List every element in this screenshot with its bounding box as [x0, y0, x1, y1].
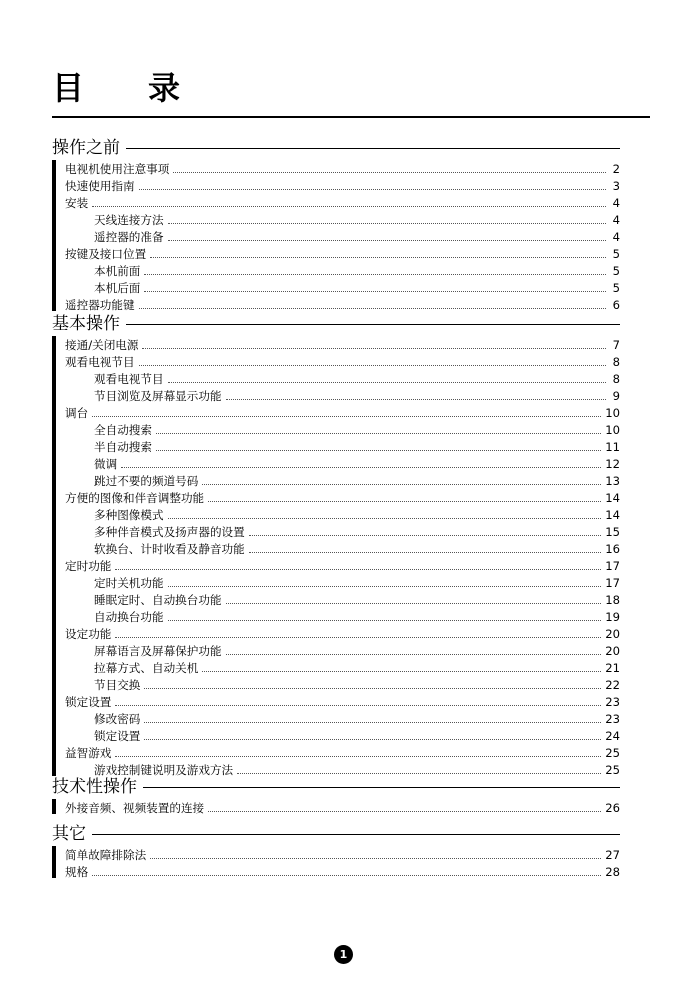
entry-label: 安装	[65, 196, 89, 210]
entry-label: 接通/关闭电源	[65, 338, 139, 352]
entry-label: 半自动搜索	[94, 440, 152, 454]
entry-label: 多种伴音模式及扬声器的设置	[94, 525, 245, 539]
entry-label: 规格	[65, 865, 89, 879]
page-title: 目 录	[52, 69, 181, 107]
toc-entry[interactable]	[52, 574, 620, 591]
toc-entry[interactable]	[52, 370, 620, 387]
dot-leader	[168, 586, 602, 587]
entry-page-number: 17	[605, 559, 620, 573]
section-header	[52, 313, 620, 335]
toc-entry[interactable]	[52, 194, 620, 211]
toc-entry[interactable]	[52, 676, 620, 693]
section-side-bar	[52, 799, 56, 814]
section-rule	[126, 148, 620, 149]
entry-page-number: 25	[605, 763, 620, 777]
toc-entry[interactable]	[52, 455, 620, 472]
dot-leader	[168, 382, 606, 383]
dot-leader	[202, 671, 601, 672]
entry-page-number: 22	[605, 678, 620, 692]
section-header	[52, 823, 620, 845]
entry-list	[52, 799, 620, 816]
dot-leader	[226, 654, 602, 655]
dot-leader	[249, 552, 602, 553]
toc-entry[interactable]	[52, 438, 620, 455]
dot-leader	[142, 348, 606, 349]
toc-entry[interactable]	[52, 727, 620, 744]
dot-leader	[208, 501, 601, 502]
entry-page-number: 5	[612, 281, 620, 295]
dot-leader	[226, 399, 606, 400]
dot-leader	[168, 620, 602, 621]
entry-label: 锁定设置	[65, 695, 112, 709]
entry-page-number: 26	[605, 801, 620, 815]
section-title: 其它	[52, 824, 86, 844]
dot-leader	[115, 569, 601, 570]
section-title: 基本操作	[52, 314, 120, 334]
entry-page-number: 9	[612, 389, 620, 403]
dot-leader	[150, 257, 606, 258]
section-rule	[143, 787, 620, 788]
section-side-bar	[52, 160, 56, 311]
entry-page-number: 4	[612, 196, 620, 210]
section-rule	[126, 324, 620, 325]
entry-page-number: 5	[612, 264, 620, 278]
entry-label: 本机前面	[94, 264, 141, 278]
dot-leader	[156, 450, 601, 451]
entry-label: 本机后面	[94, 281, 141, 295]
dot-leader	[144, 722, 601, 723]
entry-list	[52, 160, 620, 313]
section-rule	[92, 834, 620, 835]
dot-leader	[208, 811, 601, 812]
toc-entry[interactable]	[52, 710, 620, 727]
entry-label: 软换台、计时收看及静音功能	[94, 542, 245, 556]
entry-label: 微调	[94, 457, 118, 471]
entry-page-number: 10	[605, 423, 620, 437]
toc-entry[interactable]	[52, 799, 620, 816]
toc-entry[interactable]	[52, 160, 620, 177]
toc-entry[interactable]	[52, 625, 620, 642]
entry-label: 跳过不要的频道号码	[94, 474, 199, 488]
toc-entry[interactable]	[52, 296, 620, 313]
entry-page-number: 17	[605, 576, 620, 590]
entry-label: 观看电视节目	[94, 372, 164, 386]
dot-leader	[121, 467, 601, 468]
toc-entry[interactable]	[52, 608, 620, 625]
dot-leader	[92, 875, 601, 876]
toc-entry[interactable]	[52, 228, 620, 245]
toc-entry[interactable]	[52, 211, 620, 228]
toc-entry[interactable]	[52, 642, 620, 659]
entry-label: 屏幕语言及屏幕保护功能	[94, 644, 222, 658]
entry-page-number: 24	[605, 729, 620, 743]
toc-entry[interactable]	[52, 336, 620, 353]
dot-leader	[144, 291, 606, 292]
toc-section	[52, 313, 620, 778]
dot-leader	[115, 637, 601, 638]
toc-entry[interactable]	[52, 353, 620, 370]
entry-page-number: 20	[605, 644, 620, 658]
entry-label: 电视机使用注意事项	[65, 162, 170, 176]
dot-leader	[92, 416, 601, 417]
toc-entry[interactable]	[52, 659, 620, 676]
section-header	[52, 776, 620, 798]
entry-page-number: 21	[605, 661, 620, 675]
dot-leader	[237, 773, 601, 774]
entry-page-number: 8	[612, 355, 620, 369]
entry-page-number: 25	[605, 746, 620, 760]
dot-leader	[173, 172, 606, 173]
entry-label: 节目浏览及屏幕显示功能	[94, 389, 222, 403]
entry-page-number: 20	[605, 627, 620, 641]
toc-section	[52, 823, 620, 880]
section-side-bar	[52, 846, 56, 878]
title-divider	[52, 116, 650, 118]
entry-label: 方便的图像和伴音调整功能	[65, 491, 205, 505]
entry-label: 遥控器功能键	[65, 298, 135, 312]
entry-page-number: 28	[605, 865, 620, 879]
entry-page-number: 23	[605, 695, 620, 709]
toc-entry[interactable]	[52, 177, 620, 194]
toc-section	[52, 137, 620, 313]
toc-entry[interactable]	[52, 846, 620, 863]
entry-page-number: 10	[605, 406, 620, 420]
dot-leader	[139, 365, 606, 366]
dot-leader	[226, 603, 602, 604]
dot-leader	[156, 433, 601, 434]
section-title: 操作之前	[52, 138, 120, 158]
entry-label: 简单故障排除法	[65, 848, 147, 862]
entry-list	[52, 846, 620, 880]
dot-leader	[92, 206, 606, 207]
entry-page-number: 14	[605, 508, 620, 522]
dot-leader	[168, 518, 602, 519]
dot-leader	[139, 308, 606, 309]
toc-entry[interactable]	[52, 472, 620, 489]
dot-leader	[202, 484, 601, 485]
page-number-badge: 1	[334, 945, 353, 964]
entry-page-number: 11	[605, 440, 620, 454]
entry-label: 快速使用指南	[65, 179, 135, 193]
entry-label: 按键及接口位置	[65, 247, 147, 261]
entry-label: 遥控器的准备	[94, 230, 164, 244]
dot-leader	[144, 274, 606, 275]
entry-label: 全自动搜索	[94, 423, 152, 437]
dot-leader	[144, 739, 601, 740]
toc-entry[interactable]	[52, 523, 620, 540]
entry-page-number: 7	[612, 338, 620, 352]
entry-label: 自动换台功能	[94, 610, 164, 624]
toc-entry[interactable]	[52, 245, 620, 262]
toc-entry[interactable]	[52, 421, 620, 438]
entry-page-number: 23	[605, 712, 620, 726]
entry-page-number: 3	[612, 179, 620, 193]
entry-label: 多种图像模式	[94, 508, 164, 522]
toc-entry[interactable]	[52, 262, 620, 279]
dot-leader	[115, 705, 601, 706]
entry-label: 调台	[65, 406, 89, 420]
dot-leader	[115, 756, 601, 757]
entry-label: 天线连接方法	[94, 213, 164, 227]
entry-label: 游戏控制键说明及游戏方法	[94, 763, 234, 777]
dot-leader	[168, 240, 606, 241]
toc-entry[interactable]	[52, 557, 620, 574]
toc-section	[52, 776, 620, 816]
entry-page-number: 4	[612, 213, 620, 227]
dot-leader	[139, 189, 606, 190]
entry-page-number: 5	[612, 247, 620, 261]
section-title: 技术性操作	[52, 777, 137, 797]
entry-label: 外接音频、视频装置的连接	[65, 801, 205, 815]
entry-label: 定时关机功能	[94, 576, 164, 590]
toc-entry[interactable]	[52, 404, 620, 421]
dot-leader	[168, 223, 606, 224]
toc-entry[interactable]	[52, 506, 620, 523]
toc-entry[interactable]	[52, 387, 620, 404]
entry-page-number: 15	[605, 525, 620, 539]
entry-page-number: 8	[612, 372, 620, 386]
entry-page-number: 4	[612, 230, 620, 244]
entry-page-number: 14	[605, 491, 620, 505]
toc-entry[interactable]	[52, 591, 620, 608]
entry-label: 修改密码	[94, 712, 141, 726]
toc-entry[interactable]	[52, 279, 620, 296]
entry-label: 睡眠定时、自动换台功能	[94, 593, 222, 607]
entry-label: 益智游戏	[65, 746, 112, 760]
section-side-bar	[52, 336, 56, 776]
entry-label: 锁定设置	[94, 729, 141, 743]
entry-label: 拉幕方式、自动关机	[94, 661, 199, 675]
toc-entry[interactable]	[52, 744, 620, 761]
entry-label: 节目交换	[94, 678, 141, 692]
entry-page-number: 27	[605, 848, 620, 862]
entry-label: 观看电视节目	[65, 355, 135, 369]
toc-entry[interactable]	[52, 693, 620, 710]
toc-entry[interactable]	[52, 540, 620, 557]
entry-list	[52, 336, 620, 778]
dot-leader	[144, 688, 601, 689]
toc-entry[interactable]	[52, 863, 620, 880]
entry-label: 设定功能	[65, 627, 112, 641]
dot-leader	[150, 858, 601, 859]
entry-page-number: 13	[605, 474, 620, 488]
entry-page-number: 12	[605, 457, 620, 471]
section-header	[52, 137, 620, 159]
entry-page-number: 18	[605, 593, 620, 607]
entry-page-number: 2	[612, 162, 620, 176]
entry-label: 定时功能	[65, 559, 112, 573]
dot-leader	[249, 535, 602, 536]
entry-page-number: 19	[605, 610, 620, 624]
toc-entry[interactable]	[52, 489, 620, 506]
entry-page-number: 6	[612, 298, 620, 312]
entry-page-number: 16	[605, 542, 620, 556]
